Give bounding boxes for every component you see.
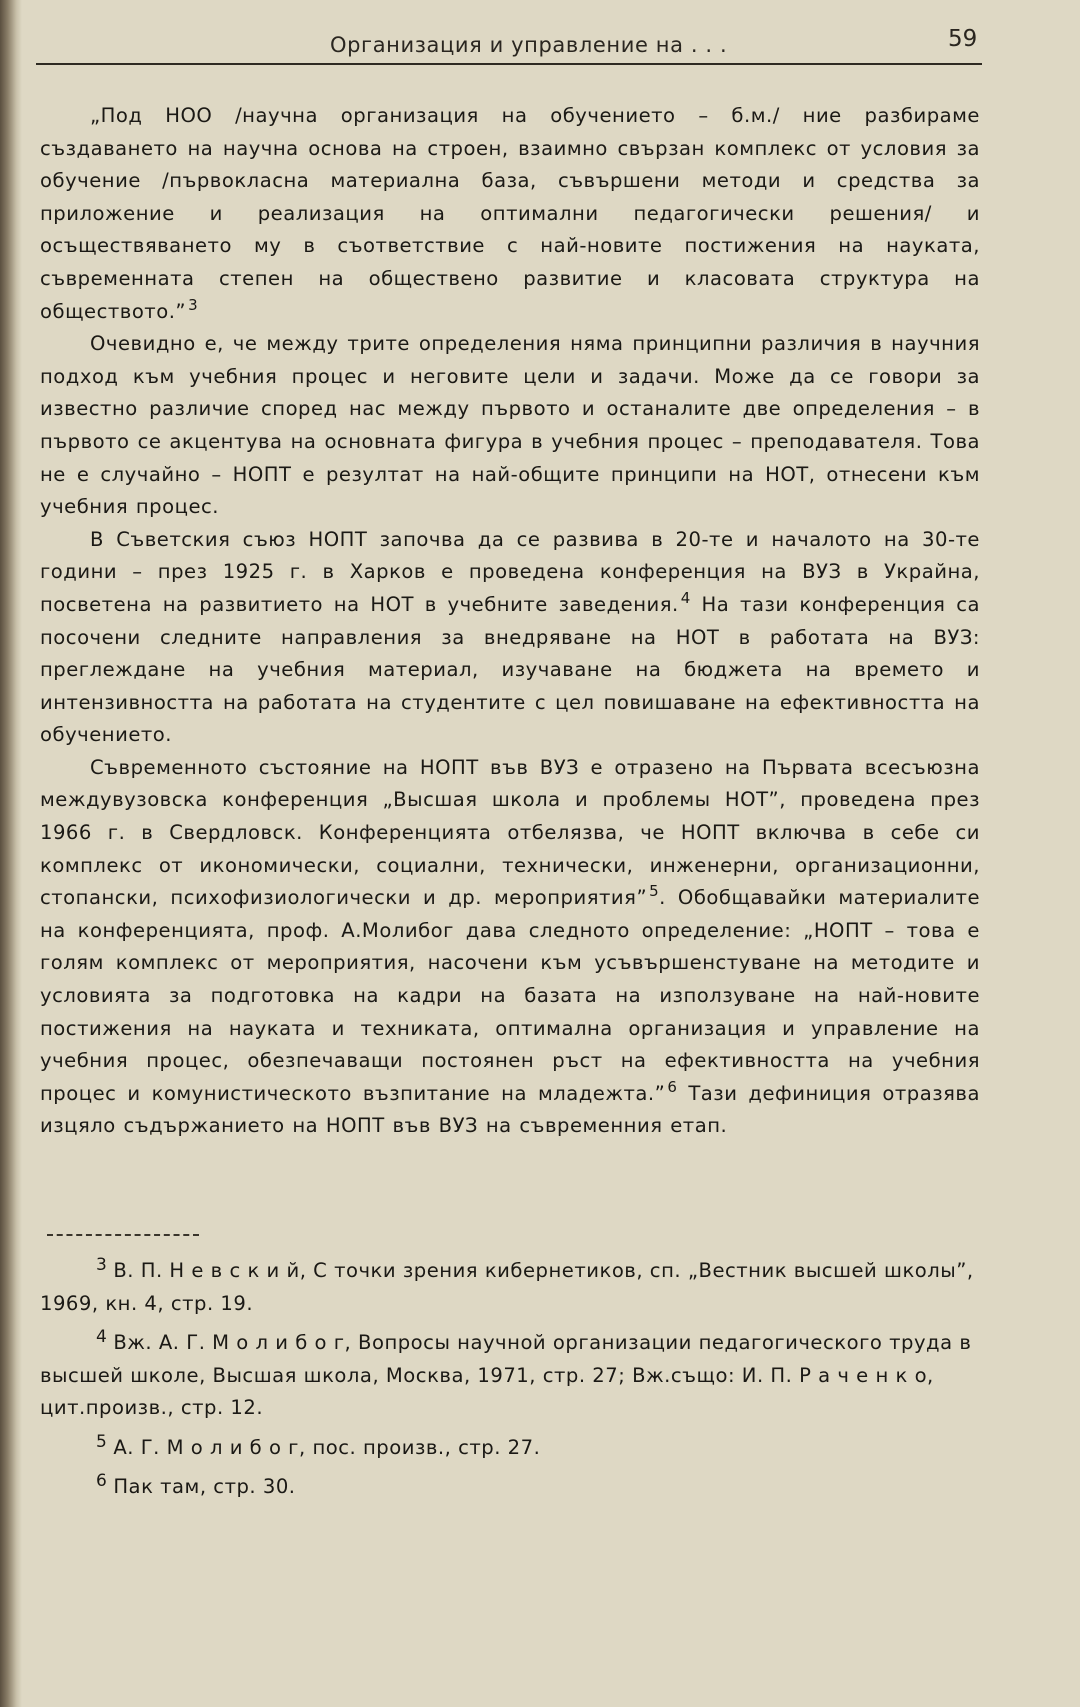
footnote-text: пос. произв., стр. 27.: [305, 1435, 541, 1459]
header-rule: [36, 63, 982, 65]
footnote-prefix: Вж.: [113, 1331, 159, 1354]
footnote-4: [40, 1327, 980, 1425]
footnote-mark: 6: [96, 1471, 108, 1491]
footnote-text: С точки зрения кибернетиков, сп. „Вестник высшей школы”, 1969, кн. 4, стр. 19.: [40, 1259, 974, 1315]
footnote-author: И. П. Р а ч е н к о,: [741, 1363, 934, 1387]
paragraph-soviet-history: [40, 524, 980, 752]
footnote-ref: 4: [680, 588, 691, 607]
footnote-3: [40, 1255, 980, 1320]
footnote-author: А. Г. М о л и б о г,: [113, 1435, 306, 1459]
footnotes: [40, 1255, 980, 1511]
paragraph-text: На тази конференция са посочени следните направления за внедряване на НОТ в работата на ВУЗ: преглеждане на учебния материал, изучаване на бюджета на времето и интензивността на работата на студентите с цел повишаване на ефективността на обучението.: [40, 592, 980, 747]
footnote-author: В. П. Н е в с к и й,: [113, 1259, 307, 1282]
paragraph-current-state: [40, 752, 980, 1143]
paragraph-text: . Обобщавайки материалите на конференцията, проф. А.Молибог дава следното определение: „НОПТ – това е голям комплекс от мероприятия, насочени към усъвършенстуване на методите и условията за подготовка на кадри на базата на използуване на най-новите постижения на науката и техниката, оптимална организация и управление на учебния процес, обезпечаващи постоянен ръст на ефективността на учебния процес и комунистическото възпитание на младежта.”: [40, 886, 981, 1105]
paragraph-text: Тази дефиниция отразява изцяло съдържанието на НОПТ във ВУЗ на съвременния етап.: [40, 1081, 980, 1138]
paragraph-text: „Под НОО /научна организация на обучението – б.м./ ние разбираме създаването на научна основа на строен, взаимно свързан комплекс от условия за обучение /първокласна материална база, съвършени методи и средства за приложение и реализация на оптимални педагогически решения/ и осъществяването му в съответствие с най-новите постижения на науката, съвременната степен на обществено развитие и класовата структура на обществото.”: [40, 104, 980, 323]
footnote-text: Вопросы научной организации педагогического труда в высшей школе, Высшая школа, Москва, 1971, стр. 27; Вж.също:: [40, 1331, 972, 1387]
page-number: 59: [948, 26, 978, 52]
footnote-text: Пак там, стр. 30.: [113, 1475, 296, 1498]
footnote-mark: 3: [96, 1255, 108, 1275]
footnote-text: цит.произв., стр. 12.: [40, 1396, 264, 1419]
paragraph-text: Съвременното състояние на НОПТ във ВУЗ е отразено на Първата всесъюзна междувузовска конференция „Высшая школа и проблемы НОТ”, проведена през 1966 г. в Свердловск. Конференцията отбелязва, че НОПТ включва в себе си комплекс от икономически, социални, технически, инженерни, организационни, стопански, психофизиологически и др. мероприятия”: [40, 755, 980, 910]
footnote-6: [40, 1471, 980, 1504]
footnote-ref: 5: [649, 882, 660, 901]
paragraph-comparison: [40, 328, 980, 524]
footnote-mark: 5: [96, 1431, 108, 1452]
paragraph-text: В Съветския съюз НОПТ започва да се развива в 20-те и началото на 30-те години – през 1925 г. в Харков е проведена конференция на ВУЗ в Украйна, посветена на развитието на НОТ в учебните заведения.: [40, 527, 980, 616]
paragraph-quote-definition: [40, 100, 980, 328]
paragraph-text: Очевидно е, че между трите определения няма принципни различия в научния подход към учебния процес и неговите цели и задачи. Може да се говори за известно различие според нас между първото и останалите две определения – в първото се акцентува на основната фигура в учебния процес – преподавателя. Това не е случайно – НОПТ е резултат на най-общите принципи на НОТ, отнесени към учебния процес.: [40, 332, 980, 519]
footnote-ref: 6: [667, 1077, 678, 1096]
running-title: Организация и управление на . . .: [330, 33, 728, 57]
footnote-separator: [47, 1234, 199, 1236]
main-text: [40, 100, 980, 1143]
footnote-mark: 4: [96, 1327, 108, 1347]
footnote-author: А. Г. М о л и б о г,: [158, 1331, 352, 1354]
footnote-ref: 3: [188, 295, 199, 314]
footnote-5: [40, 1432, 980, 1465]
